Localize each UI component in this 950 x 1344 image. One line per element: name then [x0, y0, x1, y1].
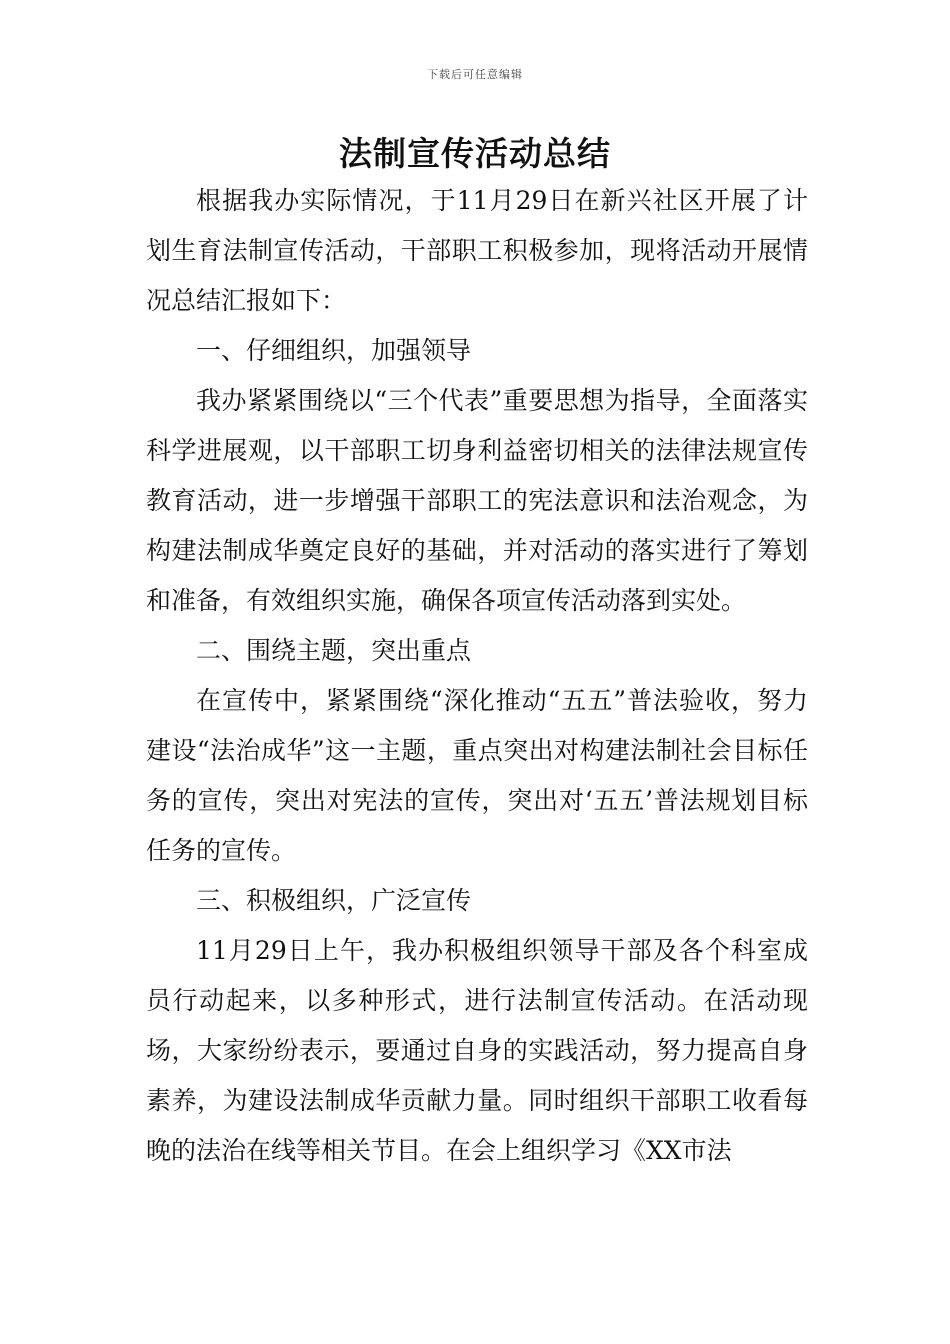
paragraph-section-3: 11月29日上午，我办积极组织领导干部及各个科室成员行动起来，以多种形式，进行法制宣传活动。在活动现场，大家纷纷表示，要通过自身的实践活动，努力提高自身素养，为建设法制成华贡献力量。同时组织干部职工收看每晚的法治在线等相关节目。在会上组织学习《XX市法: [146, 936, 808, 1165]
section-heading-1: 一、仔细组织，加强领导: [196, 336, 472, 365]
section-heading-3: 三、积极组织，广泛宣传: [196, 886, 472, 915]
paragraph-section-1: 我办紧紧围绕以“三个代表”重要思想为指导，全面落实科学进展观，以干部职工切身利益密切相关的法律法规宣传教育活动，进一步增强干部职工的宪法意识和法治观念，为构建法制成华奠定良好的基础，并对活动的落实进行了筹划和准备，有效组织实施，确保各项宣传活动落到实处。: [146, 386, 808, 615]
paragraph-intro: 根据我办实际情况，于11月29日在新兴社区开展了计划生育法制宣传活动，干部职工积极参加，现将活动开展情况总结汇报如下：: [146, 186, 808, 315]
section-heading-2: 二、围绕主题，突出重点: [196, 636, 472, 665]
document-body: [146, 176, 808, 1176]
document-title: 法制宣传活动总结: [339, 134, 611, 173]
header-note: 下载后可任意编辑: [427, 68, 523, 81]
paragraph-section-2: 在宣传中，紧紧围绕“深化推动“五五”普法验收，努力建设“法治成华”这一主题，重点突出对构建法制社会目标任务的宣传，突出对宪法的宣传，突出对‘五五’普法规划目标任务的宣传。: [146, 686, 808, 865]
